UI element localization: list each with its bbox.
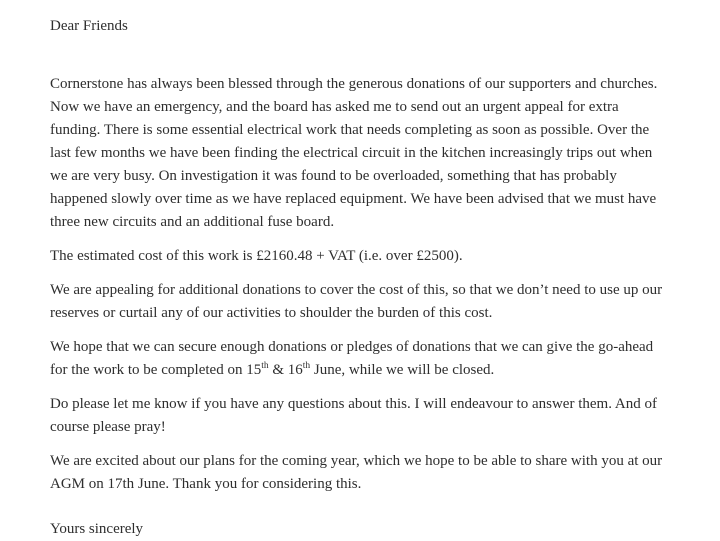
paragraph: We hope that we can secure enough donations or pledges of donations that we can give the go-ahead for the work to be completed on 15th & 16th June, while we will be closed.	[50, 339, 654, 378]
letter-paragraphs	[50, 73, 672, 496]
paragraph: We are appealing for additional donations to cover the cost of this, so that we don’t need to use up our reserves or curtail any of our activities to shoulder the burden of this cost.	[50, 282, 663, 321]
paragraph: Cornerstone has always been blessed through the generous donations of our supporters and churches. Now we have an emergency, and the board has asked me to send out an urgent appeal for extra funding. There is some essential electrical work that needs completing as soon as possible. Over the last few months we have been finding the electrical circuit in the kitchen increasingly trips out when we are very busy. On investigation it was found to be overloaded, something that has probably happened slowly over time as we have replaced equipment. We have been advised that we must have three new circuits and an additional fuse board.	[50, 76, 658, 230]
paragraph: The estimated cost of this work is £2160.48 + VAT (i.e. over £2500).	[50, 248, 463, 264]
ordinal-superscript: th	[302, 361, 311, 371]
paragraph: Do please let me know if you have any questions about this. I will endeavour to answer them. And of course please pray!	[50, 396, 657, 435]
ordinal-superscript: th	[261, 361, 269, 371]
salutation: Dear Friends	[50, 18, 128, 34]
paragraph: We are excited about our plans for the coming year, which we hope to be able to share with you at our AGM on 17th June. Thank you for considering this.	[50, 453, 663, 492]
closing: Yours sincerely	[50, 521, 144, 537]
